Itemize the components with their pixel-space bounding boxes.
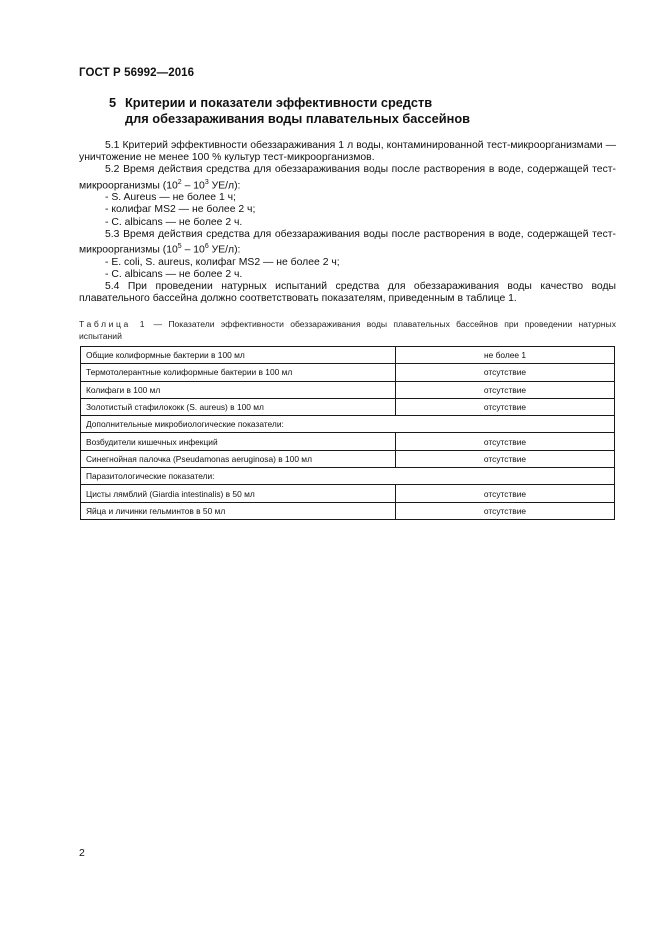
- table-cell-indicator: Общие колиформные бактерии в 100 мл: [81, 347, 396, 364]
- table-row: [81, 364, 615, 381]
- paragraph-5-3-mid: – 10: [181, 244, 205, 256]
- table-caption: [79, 319, 616, 342]
- table-row: [81, 433, 615, 450]
- table-cell-indicator: Термотолерантные колиформные бактерии в 100 мл: [81, 364, 396, 381]
- table-cell-value: не более 1: [396, 347, 615, 364]
- table-cell-indicator: Синегнойная палочка (Pseudamonas aeruginosa) в 100 мл: [81, 450, 396, 467]
- table-caption-text: — Показатели эффективности обеззараживания воды плавательных бассейнов при проведении натурных испытаний: [79, 319, 617, 341]
- table-row: [81, 450, 615, 467]
- table-cell-value: отсутствие: [396, 502, 615, 519]
- paragraph-5-2-sup-1: 2: [177, 178, 182, 186]
- table-group-header-cell: Паразитологические показатели:: [81, 468, 615, 485]
- table-row-group-header: [81, 468, 615, 485]
- table-cell-value: отсутствие: [396, 381, 615, 398]
- table-row: [81, 502, 615, 519]
- document-id-header: ГОСТ Р 56992—2016: [79, 67, 195, 79]
- paragraph-5-1: 5.1 Критерий эффективности обеззараживания 1 л воды, контаминированной тест-микроорганизмами — уничтожение не менее 100 % культур тест-микроорганизмов.: [79, 140, 616, 164]
- table-row: [81, 485, 615, 502]
- paragraph-5-2-end: УЕ/л):: [208, 180, 241, 192]
- table-caption-label: Таблица 1: [79, 319, 148, 329]
- table-cell-indicator: Цисты лямблий (Giardia intestinalis) в 50 мл: [81, 485, 396, 502]
- table-group-header-cell: Дополнительные микробиологические показатели:: [81, 416, 615, 433]
- table-cell-indicator: Золотистый стафилококк (S. aureus) в 100 мл: [81, 398, 396, 415]
- paragraph-5-3-sup-2: 6: [204, 243, 209, 251]
- table-cell-value: отсутствие: [396, 450, 615, 467]
- table-row-group-header: [81, 416, 615, 433]
- paragraph-5-2: [79, 164, 616, 192]
- paragraph-5-3-start: 5.3 Время действия средства для обеззараживания воды после растворения в воде, содержащей тест-микроорганизмы (10: [79, 228, 616, 256]
- table-cell-indicator: Возбудители кишечных инфекций: [81, 433, 396, 450]
- table-cell-indicator: Яйца и личинки гельминтов в 50 мл: [81, 502, 396, 519]
- list-item: - C. albicans — не более 2 ч.: [105, 268, 243, 280]
- indicators-table: [80, 346, 615, 520]
- section-title-line-2: [109, 111, 589, 127]
- table-cell-value: отсутствие: [396, 433, 615, 450]
- list-item: - S. Aureus — не более 1 ч;: [105, 192, 236, 204]
- paragraph-5-4: 5.4 При проведении натурных испытаний средства для обеззараживания воды качество воды плавательного бассейна должно соответствовать показателям, приведенным в таблице 1.: [79, 281, 616, 305]
- section-title-text-2: для обеззараживания воды плавательных бассейнов: [125, 111, 471, 126]
- table-cell-value: отсутствие: [396, 364, 615, 381]
- list-item: - C. albicans — не более 2 ч.: [105, 216, 243, 228]
- paragraph-5-2-start: 5.2 Время действия средства для обеззараживания воды после растворения в воде, содержащей тест-микроорганизмы (10: [79, 164, 616, 192]
- section-heading: [109, 95, 589, 127]
- table-cell-indicator: Колифаги в 100 мл: [81, 381, 396, 398]
- table-row: [81, 347, 615, 364]
- section-title-text-1: Критерии и показатели эффективности средств: [125, 95, 433, 110]
- section-number: 5: [109, 95, 117, 110]
- list-item: - колифаг MS2 — не более 2 ч;: [105, 204, 256, 216]
- list-item: - E. coli, S. aureus, колифаг MS2 — не более 2 ч;: [105, 256, 340, 268]
- page-number: 2: [79, 847, 85, 859]
- body-text: [79, 140, 616, 306]
- paragraph-5-2-mid: – 10: [181, 180, 205, 192]
- paragraph-5-2-sup-2: 3: [204, 178, 209, 186]
- section-title-line-1: [109, 95, 589, 111]
- paragraph-5-3-sup-1: 5: [177, 243, 182, 251]
- table-row: [81, 398, 615, 415]
- table-row: [81, 381, 615, 398]
- paragraph-5-3-end: УЕ/л):: [208, 244, 241, 256]
- table-cell-value: отсутствие: [396, 485, 615, 502]
- table-cell-value: отсутствие: [396, 398, 615, 415]
- paragraph-5-3: [79, 229, 616, 257]
